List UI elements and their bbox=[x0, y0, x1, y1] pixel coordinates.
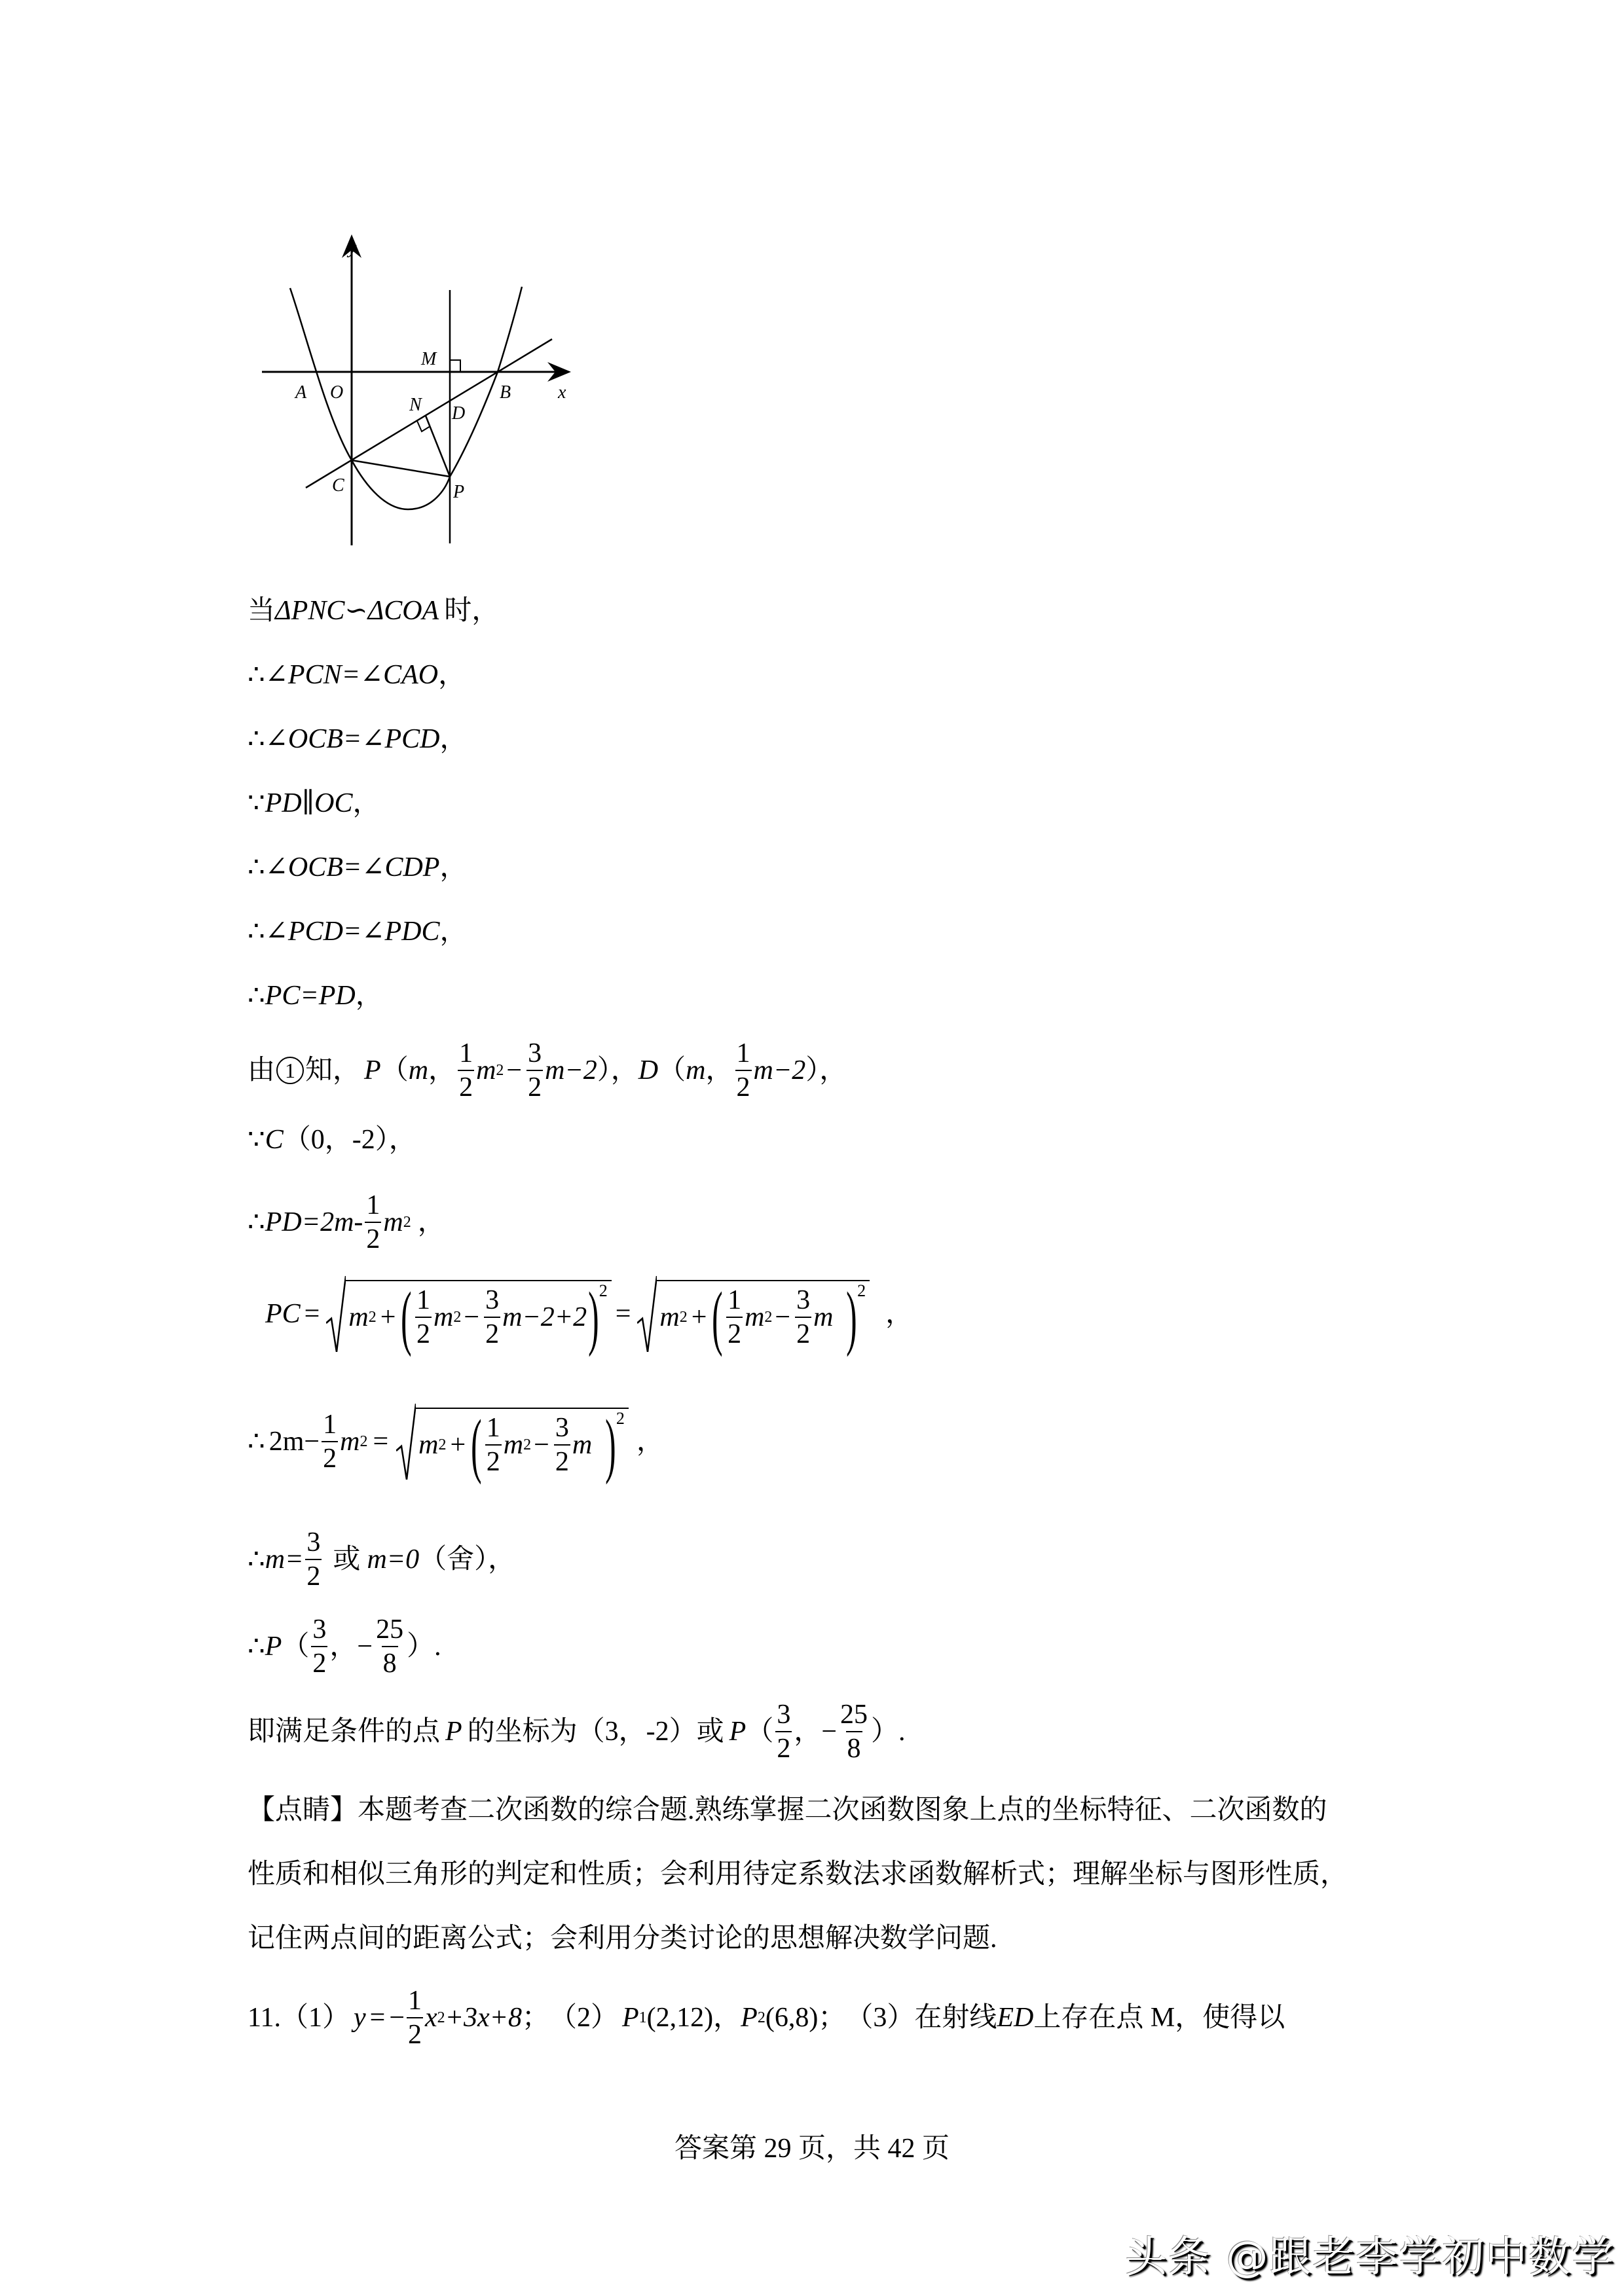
label-x: x bbox=[558, 382, 566, 403]
fraction bbox=[322, 1411, 338, 1472]
expression: ∠OCB=∠CDP bbox=[265, 852, 440, 883]
text: （3）在射线 bbox=[845, 2003, 997, 2033]
denominator: 2 bbox=[726, 1317, 743, 1348]
pc-label: PC bbox=[265, 1299, 301, 1329]
therefore-symbol: ∴ bbox=[248, 660, 265, 690]
comma: ， bbox=[794, 1717, 822, 1747]
fraction bbox=[365, 1192, 381, 1253]
point-p: P bbox=[364, 1055, 381, 1085]
denominator: 2 bbox=[322, 1441, 338, 1472]
segment-np bbox=[426, 416, 450, 477]
similar-symbol: ∽ bbox=[344, 596, 368, 626]
circled-number: 1 bbox=[276, 1057, 304, 1084]
triangle-pnc: ΔPNC bbox=[275, 596, 345, 626]
denominator: 2 bbox=[415, 1317, 432, 1348]
numerator: 1 bbox=[486, 1413, 500, 1443]
label-b: B bbox=[500, 382, 511, 403]
punctuation: ， bbox=[355, 981, 383, 1011]
answer-11-line: 11. （1） y = − $\frac{1}{2}$ x 2 +3x+8 ； （2） P 1 (2,12) ， P 2 (6,8) ； （3）在射线 ED 上存在点 M，使得以 bbox=[248, 1986, 1285, 2050]
numerator: 25 bbox=[376, 1614, 404, 1645]
solution-line-12: ∴ 2m− $\frac{1}{2}$ m 2 = m 2 + ( $\frac{1}{2}$ m 2 − $\frac{3}{2}$ m ) 2 ， bbox=[248, 1405, 664, 1485]
radicand: m 2 + ( $\frac{1}{2}$ m 2 − $\frac{3}{2}$ m ) 2 bbox=[416, 1408, 629, 1476]
separator: ； bbox=[818, 2003, 846, 2033]
therefore-symbol: ∴ bbox=[248, 1427, 265, 1457]
equals: = bbox=[615, 1299, 631, 1329]
right-paren: ) bbox=[846, 1277, 858, 1357]
radical-icon bbox=[326, 1276, 346, 1352]
triangle-coa: ΔCOA bbox=[367, 596, 439, 626]
punctuation: ， bbox=[439, 917, 468, 947]
fraction bbox=[485, 1414, 502, 1476]
denominator: 2 bbox=[795, 1317, 811, 1348]
watermark: 头条 @跟老李学初中数学 bbox=[1125, 2233, 1615, 2282]
point-d: D bbox=[638, 1055, 659, 1085]
solution-line-5 bbox=[248, 854, 467, 881]
punctuation: ， bbox=[438, 660, 466, 690]
fraction bbox=[526, 1040, 543, 1101]
point-c: C bbox=[265, 1125, 284, 1155]
punctuation: ， bbox=[439, 724, 468, 754]
paren: ）. bbox=[407, 1631, 441, 1662]
plus: + bbox=[691, 1302, 707, 1332]
parabola-diagram bbox=[249, 216, 668, 563]
fraction bbox=[484, 1286, 500, 1348]
numerator: 1 bbox=[323, 1410, 337, 1440]
right-angle-m bbox=[450, 360, 460, 372]
punctuation: ， bbox=[352, 788, 380, 818]
comment-text: 性质和相似三角形的判定和性质；会利用待定系数法求函数解析式；理解坐标与图形性质， bbox=[248, 1859, 1348, 1889]
numerator: 1 bbox=[459, 1038, 473, 1068]
label-n: N bbox=[409, 395, 422, 415]
because-symbol: ∵ bbox=[248, 788, 265, 818]
denominator: 2 bbox=[735, 1070, 752, 1101]
denominator: 2 bbox=[484, 1317, 500, 1348]
var-m: m bbox=[383, 1207, 403, 1237]
solution-line-1 bbox=[248, 597, 499, 625]
equals: = bbox=[304, 1299, 320, 1329]
comment-text: 【点睛】本题考查二次函数的综合题.熟练掌握二次函数图象上点的坐标特征、二次函数的 bbox=[248, 1795, 1327, 1825]
expression: ∠PCN=∠CAO bbox=[265, 660, 439, 690]
part-label: （1） bbox=[280, 2003, 350, 2033]
expression: m−2+2 bbox=[502, 1302, 587, 1332]
label-d: D bbox=[452, 403, 466, 424]
right-paren: ) bbox=[588, 1277, 599, 1357]
segment-cp bbox=[352, 460, 450, 477]
comment-text: 记住两点间的距离公式；会利用分类讨论的思想解决数学问题. bbox=[248, 1923, 997, 1954]
part-label: （2） bbox=[549, 2003, 619, 2033]
paren: （ bbox=[282, 1631, 310, 1662]
solution-line-14 bbox=[248, 1616, 441, 1677]
solution-line-4 bbox=[248, 790, 380, 817]
punctuation: ， bbox=[636, 1427, 664, 1457]
solution-line-2 bbox=[248, 661, 466, 689]
question-number: 11. bbox=[248, 2003, 281, 2033]
fraction bbox=[407, 1987, 423, 2049]
comment-line-2 bbox=[248, 1861, 1348, 1888]
var-m: m bbox=[418, 1430, 439, 1460]
page-footer: 答案第 29 页，共 42 页 bbox=[674, 2134, 950, 2164]
therefore-symbol: ∴ bbox=[248, 1544, 265, 1575]
text: 当 bbox=[248, 596, 276, 626]
therefore-symbol: ∴ bbox=[248, 1207, 265, 1237]
plus: + bbox=[380, 1302, 396, 1332]
therefore-symbol: ∴ bbox=[248, 1631, 265, 1662]
var-m: m bbox=[659, 1302, 680, 1332]
comment-line-1 bbox=[248, 1796, 1327, 1824]
coordinates: (2,12) bbox=[646, 2003, 714, 2033]
expression: ∠PCD=∠PDC bbox=[265, 917, 440, 947]
paren: ）. bbox=[871, 1717, 906, 1747]
numerator: 1 bbox=[728, 1285, 742, 1315]
denominator: 2 bbox=[407, 2017, 423, 2049]
expression: ∠OCB=∠PCD bbox=[265, 724, 440, 754]
minus: − bbox=[464, 1302, 480, 1332]
numerator: 1 bbox=[366, 1190, 380, 1220]
expression: +3x+8 bbox=[445, 2003, 522, 2033]
fraction bbox=[375, 1616, 405, 1677]
numerator: 3 bbox=[528, 1038, 542, 1068]
comma: ， bbox=[705, 1055, 733, 1085]
denominator: 2 bbox=[526, 1070, 543, 1101]
comma: ， bbox=[713, 2003, 741, 2033]
fraction bbox=[554, 1414, 570, 1476]
square-root bbox=[637, 1277, 870, 1357]
var-m: m bbox=[348, 1302, 369, 1332]
label-c: C bbox=[332, 475, 344, 496]
left-paren: ( bbox=[712, 1277, 724, 1357]
solution-line-7 bbox=[248, 982, 383, 1010]
expression: m−2 bbox=[545, 1055, 597, 1085]
punctuation: ， bbox=[885, 1299, 913, 1329]
text: 的坐标为（3，-2）或 bbox=[467, 1717, 724, 1747]
label-m: M bbox=[421, 349, 437, 369]
numerator: 1 bbox=[408, 1986, 422, 2016]
numerator: 25 bbox=[840, 1700, 868, 1730]
numerator: 1 bbox=[416, 1285, 431, 1315]
solution-line-3 bbox=[248, 725, 467, 753]
minus: − bbox=[534, 1430, 549, 1460]
coordinates: (6,8) bbox=[765, 2003, 819, 2033]
ray-ed: ED bbox=[997, 2003, 1034, 2033]
expression: m=0 bbox=[367, 1544, 420, 1575]
numerator: 1 bbox=[736, 1038, 750, 1068]
text: 知， bbox=[305, 1055, 361, 1085]
denominator: 2 bbox=[305, 1559, 322, 1590]
var-m: m bbox=[408, 1055, 429, 1085]
var-m: m bbox=[745, 1302, 765, 1332]
comment-line-3 bbox=[248, 1925, 997, 1952]
because-symbol: ∵ bbox=[248, 1125, 265, 1155]
var-m: m bbox=[476, 1055, 496, 1085]
therefore-symbol: ∴ bbox=[248, 724, 265, 754]
fraction bbox=[839, 1701, 869, 1762]
fraction bbox=[458, 1040, 474, 1101]
denominator: 2 bbox=[311, 1646, 327, 1677]
expression: PC=PD bbox=[265, 981, 356, 1011]
text: 由 bbox=[248, 1055, 276, 1085]
radical-icon bbox=[396, 1404, 416, 1480]
denominator: 2 bbox=[365, 1222, 381, 1253]
fraction bbox=[735, 1040, 752, 1101]
solution-line-10: ∴ PD=2m- $\frac{1}{2}$ m 2 ， bbox=[248, 1190, 445, 1254]
fraction bbox=[775, 1701, 792, 1762]
numerator: 3 bbox=[306, 1527, 321, 1558]
radical-icon bbox=[637, 1276, 657, 1352]
var-m: m bbox=[340, 1427, 360, 1457]
equals: = bbox=[373, 1427, 389, 1457]
var-x: x bbox=[425, 2003, 437, 2033]
minus: − bbox=[506, 1055, 523, 1085]
point-p: P bbox=[265, 1631, 282, 1662]
denominator: 8 bbox=[382, 1646, 398, 1677]
label-y: y bbox=[348, 238, 357, 258]
left-paren: ( bbox=[401, 1277, 412, 1357]
denominator: 2 bbox=[554, 1444, 570, 1476]
paren: （ bbox=[658, 1055, 686, 1085]
text: 即满足条件的点 bbox=[248, 1717, 441, 1747]
expression: 2m− bbox=[268, 1427, 320, 1457]
denominator: 8 bbox=[846, 1731, 862, 1762]
plus: + bbox=[450, 1430, 466, 1460]
minus: − bbox=[775, 1302, 791, 1332]
expression: m bbox=[813, 1302, 834, 1332]
therefore-symbol: ∴ bbox=[248, 852, 265, 883]
expression: m bbox=[572, 1430, 593, 1460]
var-y: y bbox=[353, 2003, 366, 2033]
numerator: 3 bbox=[485, 1285, 500, 1315]
denominator: 2 bbox=[458, 1070, 474, 1101]
paren: ）， bbox=[597, 1055, 638, 1085]
solution-line-15 bbox=[248, 1701, 906, 1762]
point-p1: P bbox=[622, 2003, 639, 2033]
comma: ， bbox=[329, 1631, 358, 1662]
denominator: 2 bbox=[485, 1444, 502, 1476]
minus: − bbox=[821, 1717, 838, 1747]
minus: − bbox=[389, 2003, 405, 2033]
radicand: m 2 + ( $\frac{1}{2}$ m 2 − $\frac{3}{2}$ m ) 2 bbox=[657, 1280, 870, 1348]
expression: PD=2m- bbox=[265, 1207, 363, 1237]
therefore-symbol: ∴ bbox=[248, 981, 265, 1011]
fraction bbox=[311, 1616, 327, 1677]
label-p: P bbox=[453, 482, 465, 502]
exponent: 2 bbox=[599, 1281, 608, 1300]
punctuation: ， bbox=[417, 1207, 445, 1237]
paren: （ bbox=[380, 1055, 409, 1085]
paren: ）， bbox=[805, 1055, 847, 1085]
point-p2: P bbox=[741, 2003, 758, 2033]
coordinates: （0，-2）， bbox=[283, 1125, 416, 1155]
fraction bbox=[305, 1529, 322, 1590]
point-p: P bbox=[729, 1717, 747, 1747]
solution-line-13 bbox=[248, 1529, 515, 1590]
expression: PD∥OC bbox=[265, 788, 353, 818]
left-paren: ( bbox=[471, 1405, 482, 1485]
text: 时， bbox=[444, 596, 500, 626]
expression: m= bbox=[265, 1544, 304, 1575]
punctuation: ， bbox=[439, 852, 468, 883]
right-paren: ) bbox=[605, 1405, 616, 1485]
paren: （ bbox=[746, 1717, 774, 1747]
label-o: O bbox=[330, 382, 344, 403]
solution-line-9 bbox=[248, 1126, 416, 1154]
numerator: 3 bbox=[312, 1614, 327, 1645]
therefore-symbol: ∴ bbox=[248, 917, 265, 947]
square-root bbox=[326, 1277, 611, 1357]
minus: − bbox=[357, 1631, 373, 1662]
exponent: 2 bbox=[616, 1409, 625, 1428]
solution-line-6 bbox=[248, 918, 467, 945]
fraction bbox=[795, 1286, 811, 1348]
numerator: 3 bbox=[796, 1285, 811, 1315]
var-m: m bbox=[686, 1055, 706, 1085]
fraction bbox=[726, 1286, 743, 1348]
comma: ， bbox=[428, 1055, 456, 1085]
solution-line-8: 由 1 知， P （ m ， $\frac{1}{2}$ m 2 − $\frac{3}{2}$ m−2 ）， D （ m ， $\frac{1}{2}$ m−2 ）， bbox=[248, 1038, 847, 1102]
var-m: m bbox=[503, 1430, 524, 1460]
solution-line-11 bbox=[265, 1277, 913, 1357]
expression: m−2 bbox=[753, 1055, 806, 1085]
note: （舍）， bbox=[419, 1544, 516, 1575]
exponent: 2 bbox=[857, 1281, 866, 1300]
label-a: A bbox=[295, 382, 307, 403]
numerator: 3 bbox=[555, 1413, 569, 1443]
denominator: 2 bbox=[775, 1731, 792, 1762]
fraction bbox=[415, 1286, 432, 1348]
equals: = bbox=[369, 2003, 386, 2033]
text: 上存在点 M，使得以 bbox=[1033, 2003, 1285, 2033]
var-m: m bbox=[434, 1302, 454, 1332]
text-or: 或 bbox=[333, 1544, 361, 1575]
radicand: m 2 + ( $\frac{1}{2}$ m 2 − $\frac{3}{2}$ m−2+2 ) 2 bbox=[346, 1280, 611, 1348]
numerator: 3 bbox=[777, 1700, 791, 1730]
coordinate-figure bbox=[249, 216, 668, 563]
separator: ； bbox=[521, 2003, 549, 2033]
point-p: P bbox=[445, 1717, 462, 1747]
